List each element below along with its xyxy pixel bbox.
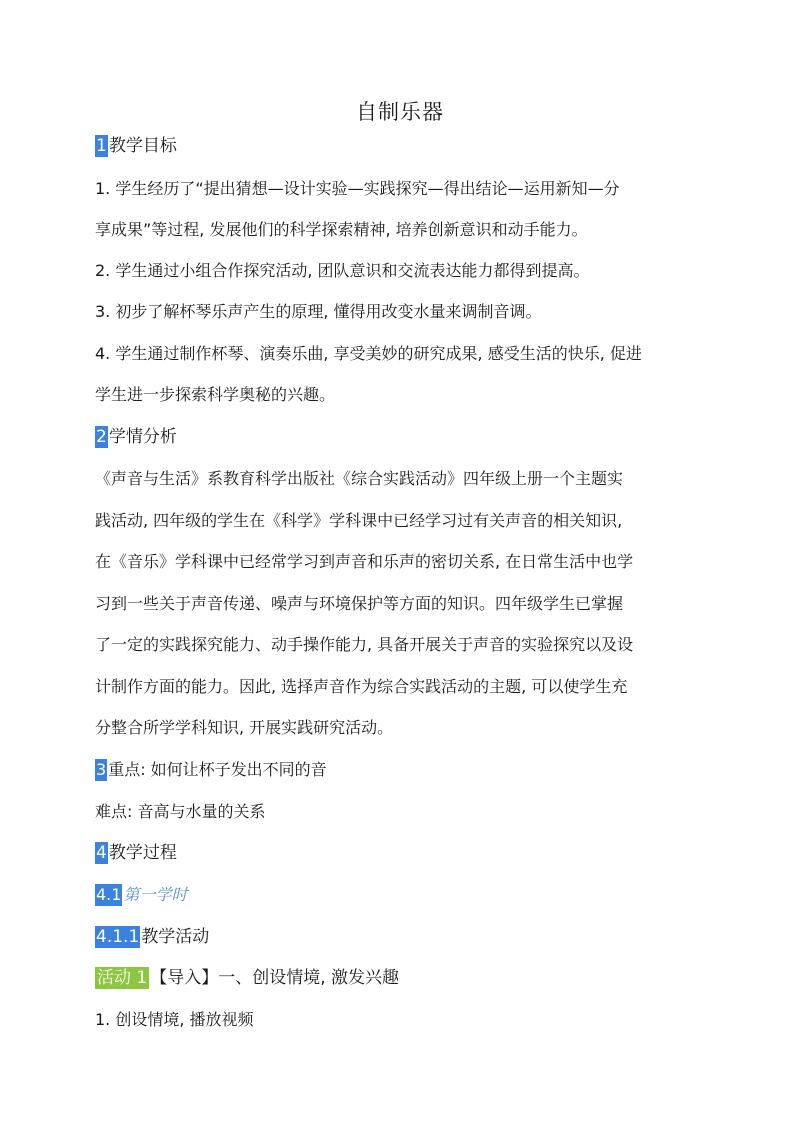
paragraph-line: 享成果”等过程, 发展他们的科学探索精神, 培养创新意识和动手能力。 <box>95 220 588 239</box>
paragraph-line: 3. 初步了解杯琴乐声产生的原理, 懂得用改变水量来调制音调。 <box>95 302 542 321</box>
paragraph-line: 2. 学生通过小组合作探究活动, 团队意识和交流表达能力都得到提高。 <box>95 261 590 280</box>
subsection-number: 4.1.1 <box>96 927 140 947</box>
section-number: 3 <box>96 760 107 779</box>
paragraph-line: 1. 学生经历了“提出猜想—设计实验—实践探究—得出结论—运用新知—分 <box>95 179 620 198</box>
activity-heading <box>95 967 399 989</box>
subsection-first-period <box>95 884 187 906</box>
paragraph-line: 学生进一步探索科学奥秘的兴趣。 <box>95 385 336 404</box>
paragraph-line: 1. 创设情境, 播放视频 <box>95 1010 254 1029</box>
difficulty-line: 难点: 音高与水量的关系 <box>95 802 266 821</box>
section-number: 4 <box>96 843 107 863</box>
paragraph-line: 分整合所学学科知识, 开展实践研究活动。 <box>95 718 394 737</box>
activity-badge: 活动 1 <box>97 968 148 988</box>
section-heading-analysis <box>95 426 177 448</box>
section-key-point <box>95 759 327 781</box>
subsection-title: 教学活动 <box>141 927 210 947</box>
subsection-title: 第一学时 <box>123 885 188 904</box>
paragraph-line: 计制作方面的能力。因此, 选择声音作为综合实践活动的主题, 可以使学生充 <box>95 677 628 696</box>
document-title: 自制乐器 <box>356 100 444 124</box>
section-title: 教学目标 <box>108 136 177 156</box>
paragraph-line: 了一定的实践探究能力、动手操作能力, 具备开展关于声音的实验探究以及设 <box>95 635 634 654</box>
paragraph-line: 践活动, 四年级的学生在《科学》学科课中已经学习过有关声音的相关知识, <box>95 511 623 530</box>
subsection-activities <box>95 926 209 948</box>
section-title: 教学过程 <box>108 843 177 863</box>
paragraph-line: 习到一些关于声音传递、噪声与环境保护等方面的知识。四年级学生已掌握 <box>95 594 624 613</box>
key-point-text: 重点: 如何让杯子发出不同的音 <box>108 760 327 779</box>
paragraph-line: 《声音与生活》系教育科学出版社《综合实践活动》四年级上册一个主题实 <box>95 469 624 488</box>
section-heading-process <box>95 842 177 864</box>
paragraph-line: 4. 学生通过制作杯琴、演奏乐曲, 享受美妙的研究成果, 感受生活的快乐, 促进 <box>95 344 642 363</box>
paragraph-line: 在《音乐》学科课中已经常学习到声音和乐声的密切关系, 在日常生活中也学 <box>95 552 634 571</box>
section-heading-goals <box>95 135 177 157</box>
section-number: 1 <box>96 136 107 156</box>
section-title: 学情分析 <box>108 427 177 447</box>
section-number: 2 <box>96 427 107 447</box>
subsection-number: 4.1 <box>96 885 122 904</box>
activity-title: 【导入】一、创设情境, 激发兴趣 <box>150 968 400 988</box>
